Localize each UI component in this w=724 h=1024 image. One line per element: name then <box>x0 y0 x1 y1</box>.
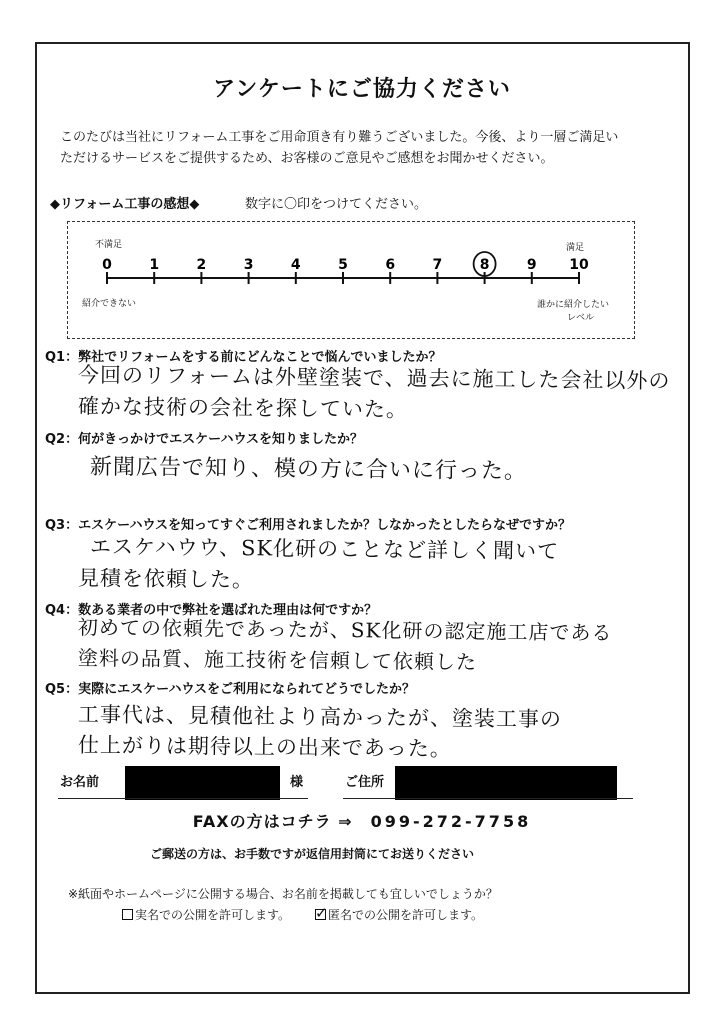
option-anonymous[interactable] <box>315 906 483 923</box>
scale-number-2[interactable]: 2 <box>196 257 207 273</box>
option-real-name[interactable] <box>122 906 290 923</box>
answer-5-line[interactable]: 仕上がりは期待以上の出来であった。 <box>77 733 452 761</box>
question-5: Q5：実際にエスケーハウスをご利用になられてどうでしたか？ <box>45 682 416 697</box>
scale-number-3[interactable]: 3 <box>243 257 254 273</box>
question-1: Q1：弊社でリフォームをする前にどんなことで悩んでいましたか？ <box>45 350 442 365</box>
name-label: お名前 <box>60 775 100 790</box>
answer-1-line[interactable]: 今回のリフォームは外壁塗装で、過去に施工した会社以外の <box>77 362 671 394</box>
page-title: アンケートにご協力ください <box>213 77 511 102</box>
question-4: Q4：数ある業者の中で弊社を選ばれた理由は何ですか？ <box>45 603 378 618</box>
scale-number-5[interactable]: 5 <box>338 257 348 273</box>
answer-4-line[interactable]: 塗料の品質、施工技術を信頼して依頼した <box>77 645 478 675</box>
scale-number-7[interactable]: 7 <box>432 257 443 273</box>
check-mark-icon: ✓ <box>315 904 328 922</box>
label-dissatisfied: 不満足 <box>95 240 123 250</box>
answer-1-line[interactable]: 確かな技術の会社を探していた。 <box>77 394 409 422</box>
label-cannot-recommend: 紹介できない <box>82 299 137 309</box>
address-label: ご住所 <box>345 775 385 790</box>
answer-3-line[interactable]: 見積を依頼した。 <box>77 566 255 592</box>
option-real-label: 実名での公開を許可します。 <box>135 908 291 922</box>
name-underline <box>58 798 308 799</box>
fax-label: FAXの方はコチラ ⇒ <box>192 812 353 831</box>
scale-number-8[interactable]: 8 <box>479 257 490 273</box>
address-underline <box>343 798 633 799</box>
question-2: Q2：何がきっかけでエスケーハウスを知りましたか？ <box>45 432 364 447</box>
label-satisfied: 満足 <box>566 243 585 253</box>
mail-note: ご郵送の方は、お手数ですが返信用封筒にてお送りください <box>150 847 475 861</box>
scale-number-1[interactable]: 1 <box>149 257 160 273</box>
intro-text <box>60 127 670 169</box>
address-redaction <box>395 766 617 800</box>
publish-question: ※紙面やホームページに公開する場合、お名前を掲載しても宜しいでしょうか？ <box>68 887 498 901</box>
answer-3-line[interactable]: エスケハウウ、SK化研のことなど詳しく聞いて <box>89 534 560 564</box>
fax-line <box>0 809 724 832</box>
rating-instruction: 数字に〇印をつけてください。 <box>245 197 428 212</box>
scale-number-4[interactable]: 4 <box>290 257 301 273</box>
intro-line: ただけるサービスをご提供するため、お客様のご意見やご感想をお聞かせください。 <box>60 151 554 166</box>
option-anon-label: 匿名での公開を許可します。 <box>328 908 484 922</box>
label-want-recommend: 誰かに紹介したい <box>537 300 610 310</box>
answer-4-line[interactable]: 初めての依頼先であったが、SK化研の認定施工店である <box>77 615 613 645</box>
checkbox-real-name[interactable] <box>122 909 133 920</box>
label-level: レベル <box>567 313 595 323</box>
scale-number-6[interactable]: 6 <box>385 257 396 273</box>
name-honorific: 様 <box>290 775 304 790</box>
intro-line: このたびは当社にリフォーム工事をご用命頂き有り難うございました。今後、より一層ご満足い <box>60 130 619 145</box>
scale-number-0[interactable]: 0 <box>102 257 112 273</box>
rating-heading: ◆リフォーム工事の感想◆ <box>50 197 200 212</box>
name-redaction <box>125 766 280 800</box>
rating-scale[interactable] <box>67 221 635 339</box>
scale-number-9[interactable]: 9 <box>526 257 537 273</box>
checkbox-anonymous[interactable] <box>315 904 328 922</box>
fax-number[interactable]: 099-272-7758 <box>370 812 532 831</box>
answer-5-line[interactable]: 工事代は、見積他社より高かったが、塗装工事の <box>77 702 563 732</box>
question-3: Q3：エスケーハウスを知ってすぐご利用されましたか？しなかったとしたらなぜですか？ <box>45 518 572 533</box>
scale-number-10[interactable]: 10 <box>569 257 589 273</box>
answer-2-line[interactable]: 新聞広告で知り、模の方に合いに行った。 <box>89 454 528 485</box>
